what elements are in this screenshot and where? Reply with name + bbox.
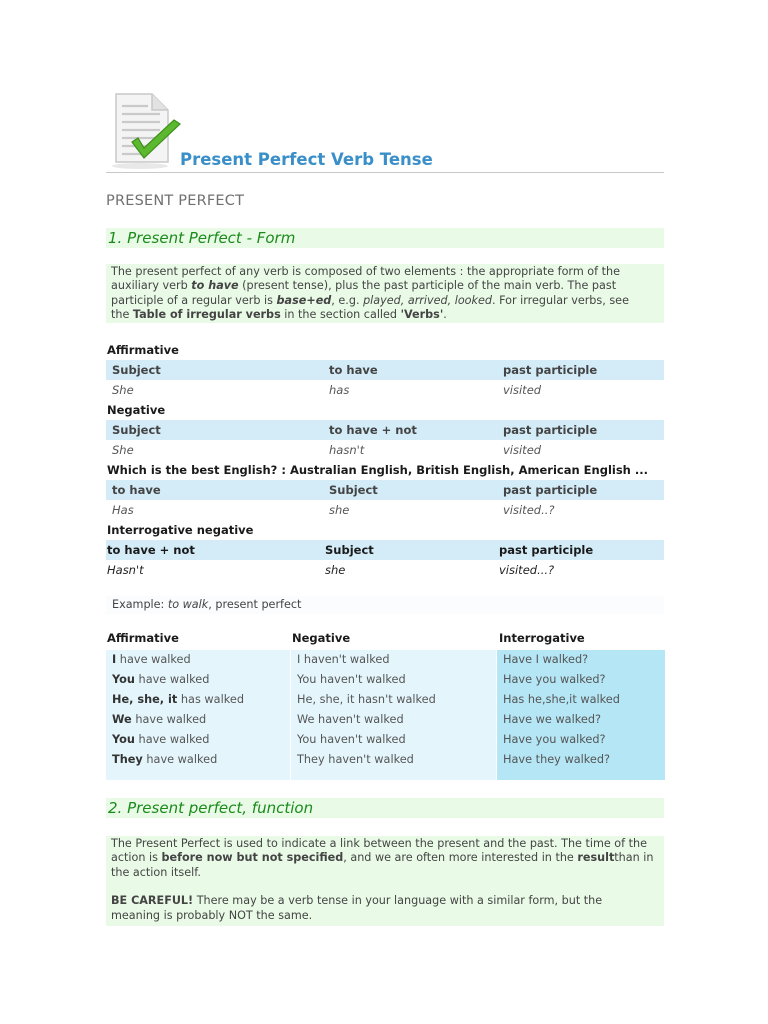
careful-label: BE CAREFUL! [111,894,194,908]
col-header: Subject [325,543,374,557]
subject: They [112,753,143,766]
interrogative-header-row [106,480,664,500]
col-header: Subject [112,363,161,377]
col-header: to have + not [107,543,195,557]
col-header: Subject [329,483,378,497]
list-item [112,673,209,686]
verb-phrase: have walked [131,713,207,726]
conjugation-header-row [106,631,664,649]
negative-example-row [106,440,664,460]
list-item [112,733,209,746]
intro-text: auxiliary verb [111,279,192,293]
example-prefix: Example: [112,598,168,611]
function-line-2 [111,851,659,865]
table-cell: visited [503,443,542,457]
intro-text: . For irregular verbs, see [492,293,629,307]
function-explanation-box [106,836,664,926]
subject: We [112,713,132,726]
intro-line-2 [111,279,659,293]
function-text: The Present Perfect is used to indicate a link between the present and the past. The time of the [111,837,648,850]
col-header: past participle [499,543,594,557]
page-title: Present Perfect Verb Tense [180,150,433,169]
list-item: Have we walked? [503,713,601,726]
list-item: Have I walked? [503,653,589,666]
interrogative-negative-label: Interrogative negative [107,523,254,537]
affirmative-column [106,650,290,780]
col-header: past participle [503,363,598,377]
careful-text: There may be a verb tense in your language with a similar form, but the [193,894,603,908]
list-item: Have they walked? [503,753,611,766]
affirmative-example-row [106,380,664,400]
intro-examples: played, arrived, looked [363,293,492,307]
english-variants-link[interactable]: Which is the best English? : Australian English, British English, American English ... [107,463,648,477]
verbs-section-name: 'Verbs' [400,308,444,322]
verb-phrase: have walked [134,733,210,746]
subject: I [112,653,117,666]
list-item [112,713,206,726]
section-heading-function [106,798,664,818]
affirmative-label: Affirmative [107,343,179,357]
careful-line-1 [111,894,659,908]
careful-text: meaning is probably NOT the same. [111,908,313,922]
col-header: past participle [503,483,598,497]
affirmative-header-row [106,360,664,380]
verb-phrase: has walked [177,693,244,706]
table-cell: Hasn't [107,563,144,577]
negative-header-row [106,420,664,440]
function-text: the action itself. [111,865,201,879]
function-text: than in [614,851,654,865]
function-line-1 [111,837,659,851]
table-cell: she [329,503,350,517]
verb-phrase: have walked [142,753,218,766]
table-cell: visited...? [499,563,555,577]
list-item: We haven't walked [297,713,404,726]
negative-column [290,650,497,780]
intro-text: the [111,308,133,322]
list-item: Have you walked? [503,733,606,746]
table-cell: visited..? [503,503,555,517]
col-header-affirmative: Affirmative [107,631,179,645]
intro-text: participle of a regular verb is [111,293,277,307]
header [106,88,664,174]
verb-phrase: have walked [134,673,210,686]
col-header: to have + not [329,423,417,437]
list-item: I haven't walked [297,653,390,666]
list-item: Have you walked? [503,673,606,686]
title-divider [106,172,664,173]
function-text: action is [111,851,162,865]
list-item [112,753,217,766]
interrogative-column [496,650,665,780]
intro-text: in the section called [280,308,401,322]
interrogative-negative-header-row [106,540,664,560]
intro-text: (present tense), plus the past participle of the main verb. The past [238,279,617,293]
intro-text: , e.g. [331,293,364,307]
form-intro-box [106,264,664,323]
list-item: They haven't walked [297,753,414,766]
table-cell: She [112,443,134,457]
section-heading-form [106,228,664,248]
list-item: You haven't walked [297,733,406,746]
interrogative-negative-example-row [106,560,664,580]
col-header-interrogative: Interrogative [499,631,585,645]
table-cell: hasn't [329,443,365,457]
section-subtitle: PRESENT PERFECT [106,193,245,209]
example-verb: to walk [167,598,209,611]
document-check-icon [110,90,182,170]
col-header: to have [112,483,161,497]
subject: You [112,673,135,686]
col-header-negative: Negative [292,631,351,645]
col-header: to have [329,363,378,377]
intro-line-1 [111,265,659,279]
intro-line-3 [111,294,659,308]
function-emphasis: result [577,851,615,865]
subject: He, she, it [112,693,178,706]
subject: You [112,733,135,746]
verb-phrase: have walked [116,653,191,666]
example-caption [106,596,664,614]
function-emphasis: before now but not specified [161,851,344,865]
list-item [112,693,244,706]
list-item [112,653,191,666]
list-item: He, she, it hasn't walked [297,693,436,706]
table-cell: has [329,383,350,397]
col-header: Subject [112,423,161,437]
function-text: , and we are often more interested in the [343,851,578,865]
section-heading-function-text: 2. Present perfect, function [108,799,314,817]
intro-emphasis: base+ed [276,293,332,307]
function-line-3 [111,866,659,880]
list-item: You haven't walked [297,673,406,686]
negative-label: Negative [107,403,166,417]
intro-text: The present perfect of any verb is composed of two elements : the appropriate form of the [111,265,620,278]
col-header: past participle [503,423,598,437]
table-cell: She [112,383,134,397]
table-cell: Has [112,503,134,517]
intro-text: . [443,308,447,322]
interrogative-example-row [106,500,664,520]
irregular-verbs-table-link: Table of irregular verbs [132,308,281,322]
table-cell: visited [503,383,542,397]
intro-emphasis: to have [191,279,239,293]
list-item: Has he,she,it walked [503,693,620,706]
example-suffix: , present perfect [208,598,302,611]
table-cell: she [325,563,346,577]
careful-line-2 [111,909,659,923]
section-heading-form-text: 1. Present Perfect - Form [108,229,296,247]
intro-line-4 [111,308,659,322]
